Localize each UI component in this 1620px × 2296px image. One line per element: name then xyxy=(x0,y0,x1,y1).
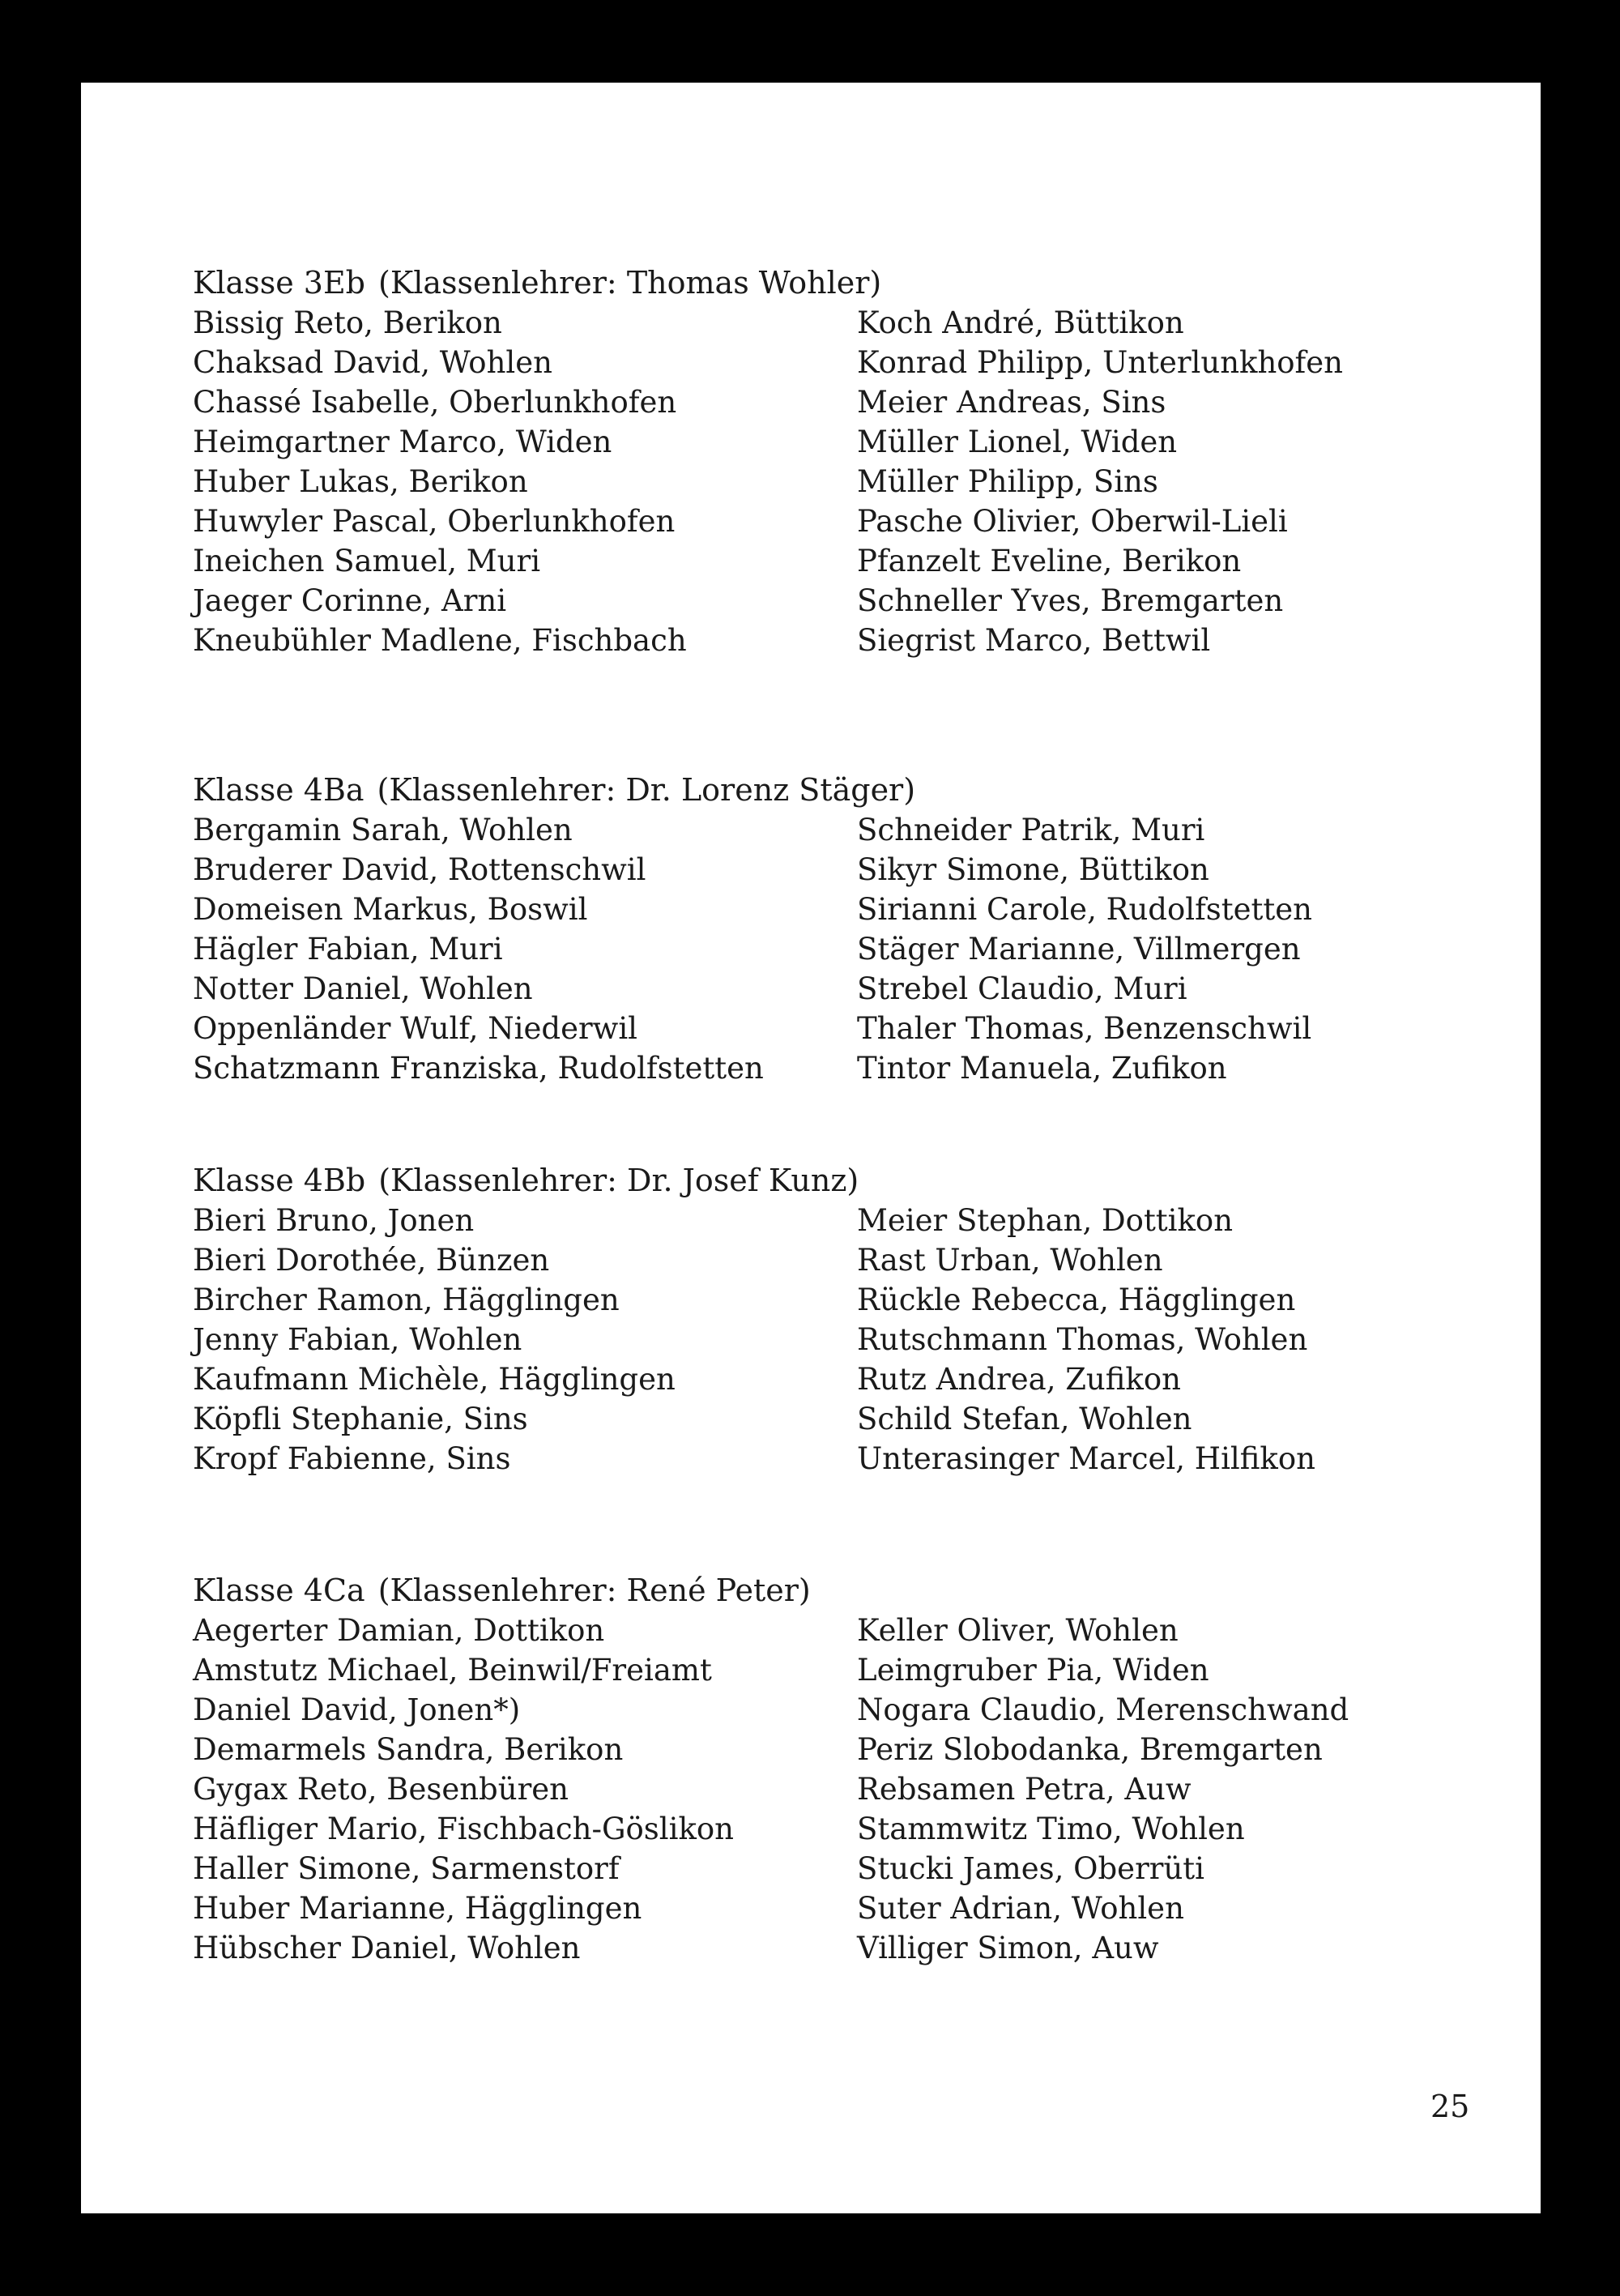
class-section-4bb xyxy=(193,1160,1473,1476)
student-entry: Heimgartner Marco, Widen xyxy=(193,425,612,459)
student-entry: Rebsamen Petra, Auw xyxy=(857,1772,1192,1807)
class-name: Klasse 3Eb xyxy=(193,265,366,301)
student-entry: Jaeger Corinne, Arni xyxy=(193,583,507,618)
student-entry: Pasche Olivier, Oberwil-Lieli xyxy=(857,504,1288,539)
class-heading xyxy=(193,1570,1473,1611)
student-entry: Sikyr Simone, Büttikon xyxy=(857,852,1209,887)
student-list-left xyxy=(193,303,687,660)
student-entry: Rast Urban, Wohlen xyxy=(857,1243,1163,1278)
student-entry: Meier Andreas, Sins xyxy=(857,385,1166,420)
student-entry: Bircher Ramon, Hägglingen xyxy=(193,1282,620,1317)
student-entry: Daniel David, Jonen*) xyxy=(193,1692,521,1727)
student-entry: Schneller Yves, Bremgarten xyxy=(857,583,1284,618)
student-entry: Demarmels Sandra, Berikon xyxy=(193,1732,624,1767)
class-section-3eb xyxy=(193,262,1473,658)
student-entry: Kropf Fabienne, Sins xyxy=(193,1441,511,1476)
class-teacher: (Klassenlehrer: René Peter) xyxy=(377,1573,811,1608)
class-section-4ca xyxy=(193,1570,1473,1965)
student-entry: Schild Stefan, Wohlen xyxy=(857,1402,1192,1436)
student-entry: Suter Adrian, Wohlen xyxy=(857,1891,1184,1926)
student-entry: Unterasinger Marcel, Hilfikon xyxy=(857,1441,1315,1476)
student-list-left xyxy=(193,810,764,1088)
class-teacher: (Klassenlehrer: Dr. Josef Kunz) xyxy=(378,1163,859,1198)
class-name: Klasse 4Ba xyxy=(193,772,364,808)
student-entry: Stäger Marianne, Villmergen xyxy=(857,932,1301,967)
student-entry: Nogara Claudio, Merenschwand xyxy=(857,1692,1349,1727)
student-entry: Bieri Bruno, Jonen xyxy=(193,1203,475,1238)
student-entry: Rutschmann Thomas, Wohlen xyxy=(857,1322,1308,1357)
class-heading xyxy=(193,1160,1473,1201)
student-entry: Tintor Manuela, Zufikon xyxy=(857,1051,1227,1086)
student-list-right xyxy=(857,303,1343,660)
student-entry: Huwyler Pascal, Oberlunkhofen xyxy=(193,504,676,539)
student-entry: Konrad Philipp, Unterlunkhofen xyxy=(857,345,1343,380)
student-entry: Bieri Dorothée, Bünzen xyxy=(193,1243,550,1278)
student-entry: Strebel Claudio, Muri xyxy=(857,971,1187,1006)
student-entry: Müller Philipp, Sins xyxy=(857,464,1158,499)
student-entry: Aegerter Damian, Dottikon xyxy=(193,1613,605,1648)
student-entry: Kaufmann Michèle, Hägglingen xyxy=(193,1362,676,1397)
student-entry: Schatzmann Franziska, Rudolfstetten xyxy=(193,1051,764,1086)
student-entry: Häfliger Mario, Fischbach-Göslikon xyxy=(193,1812,734,1846)
student-entry: Pfanzelt Eveline, Berikon xyxy=(857,544,1242,578)
student-entry: Stucki James, Oberrüti xyxy=(857,1851,1204,1886)
class-heading xyxy=(193,262,1473,303)
student-entry: Haller Simone, Sarmenstorf xyxy=(193,1851,620,1886)
student-entry: Bergamin Sarah, Wohlen xyxy=(193,813,573,847)
class-name: Klasse 4Ca xyxy=(193,1573,365,1608)
student-list-right xyxy=(857,810,1312,1088)
student-list-right xyxy=(857,1201,1315,1479)
class-heading xyxy=(193,770,1473,810)
student-entry: Keller Oliver, Wohlen xyxy=(857,1613,1179,1648)
student-entry: Periz Slobodanka, Bremgarten xyxy=(857,1732,1323,1767)
class-name: Klasse 4Bb xyxy=(193,1163,366,1198)
student-entry: Chaksad David, Wohlen xyxy=(193,345,552,380)
student-entry: Stammwitz Timo, Wohlen xyxy=(857,1812,1245,1846)
student-entry: Oppenländer Wulf, Niederwil xyxy=(193,1011,637,1046)
student-list-left xyxy=(193,1611,734,1968)
student-entry: Leimgruber Pia, Widen xyxy=(857,1653,1209,1688)
student-entry: Kneubühler Madlene, Fischbach xyxy=(193,623,687,658)
student-entry: Jenny Fabian, Wohlen xyxy=(193,1322,522,1357)
document-page xyxy=(81,83,1541,2213)
student-entry: Villiger Simon, Auw xyxy=(857,1931,1159,1965)
student-entry: Notter Daniel, Wohlen xyxy=(193,971,533,1006)
student-entry: Müller Lionel, Widen xyxy=(857,425,1178,459)
student-list-right xyxy=(857,1611,1349,1968)
student-entry: Domeisen Markus, Boswil xyxy=(193,892,588,927)
class-teacher: (Klassenlehrer: Dr. Lorenz Stäger) xyxy=(377,772,916,808)
class-teacher: (Klassenlehrer: Thomas Wohler) xyxy=(378,265,882,301)
student-entry: Schneider Patrik, Muri xyxy=(857,813,1205,847)
student-entry: Amstutz Michael, Beinwil/Freiamt xyxy=(193,1653,712,1688)
student-entry: Meier Stephan, Dottikon xyxy=(857,1203,1234,1238)
student-entry: Hägler Fabian, Muri xyxy=(193,932,503,967)
class-section-4ba xyxy=(193,770,1473,1086)
page-number: 25 xyxy=(1430,2089,1470,2124)
student-entry: Siegrist Marco, Bettwil xyxy=(857,623,1211,658)
student-entry: Köpfli Stephanie, Sins xyxy=(193,1402,528,1436)
student-entry: Bissig Reto, Berikon xyxy=(193,305,502,340)
student-entry: Huber Lukas, Berikon xyxy=(193,464,528,499)
student-entry: Huber Marianne, Hägglingen xyxy=(193,1891,642,1926)
student-entry: Chassé Isabelle, Oberlunkhofen xyxy=(193,385,677,420)
student-entry: Thaler Thomas, Benzenschwil xyxy=(857,1011,1312,1046)
student-entry: Koch André, Büttikon xyxy=(857,305,1184,340)
student-entry: Bruderer David, Rottenschwil xyxy=(193,852,646,887)
student-entry: Hübscher Daniel, Wohlen xyxy=(193,1931,581,1965)
student-entry: Ineichen Samuel, Muri xyxy=(193,544,541,578)
student-list-left xyxy=(193,1201,676,1479)
student-entry: Rückle Rebecca, Hägglingen xyxy=(857,1282,1296,1317)
student-entry: Gygax Reto, Besenbüren xyxy=(193,1772,569,1807)
student-entry: Rutz Andrea, Zufikon xyxy=(857,1362,1181,1397)
student-entry: Sirianni Carole, Rudolfstetten xyxy=(857,892,1312,927)
